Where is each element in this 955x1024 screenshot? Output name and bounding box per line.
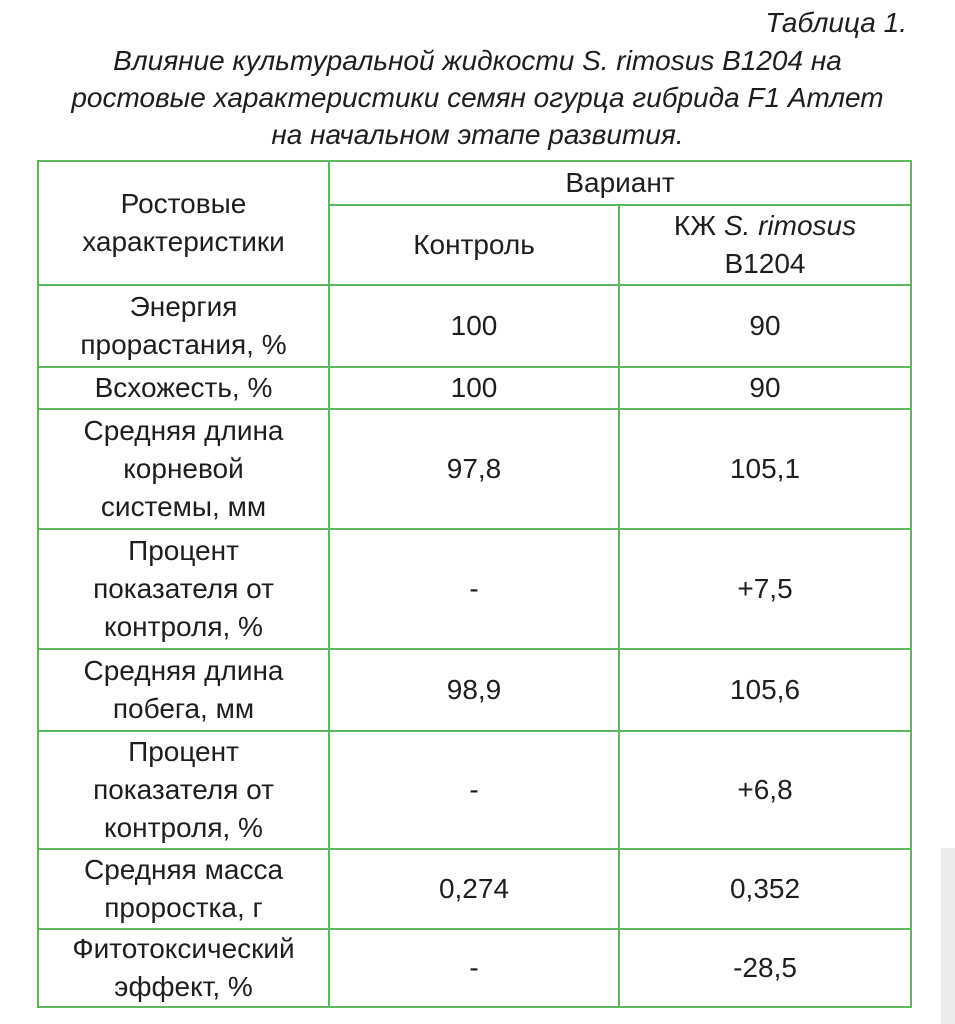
caption-line: ростовые характеристики семян огурца гибрида F1 Атлет xyxy=(71,82,884,113)
table-row xyxy=(38,849,911,929)
row-label xyxy=(38,529,329,649)
cell-treatment: 90 xyxy=(619,285,911,367)
row-label xyxy=(38,367,329,409)
page-edge-strip xyxy=(941,848,955,1024)
table-label: Таблица 1. xyxy=(765,7,907,38)
table-row xyxy=(38,367,911,409)
table-row xyxy=(38,649,911,731)
header-treatment-prefix: КЖ xyxy=(673,210,724,241)
row-label xyxy=(38,285,329,367)
cell-control: 97,8 xyxy=(329,409,619,529)
header-characteristics-line: Ростовые xyxy=(120,188,247,219)
row-label-line: Всхожесть, % xyxy=(94,372,273,403)
cell-treatment: 90 xyxy=(619,367,911,409)
table-row xyxy=(38,529,911,649)
data-table xyxy=(37,160,912,1008)
cell-control: 100 xyxy=(329,285,619,367)
cell-control: - xyxy=(329,731,619,849)
table-body xyxy=(38,285,911,1007)
row-label xyxy=(38,849,329,929)
table-row xyxy=(38,285,911,367)
header-treatment xyxy=(619,205,911,285)
cell-treatment: 105,6 xyxy=(619,649,911,731)
header-control: Контроль xyxy=(329,205,619,285)
caption-line: Влияние культуральной жидкости S. rimosus B1204 на xyxy=(113,45,842,76)
row-label-line: Процент xyxy=(128,535,239,566)
cell-treatment: 0,352 xyxy=(619,849,911,929)
table-row xyxy=(38,929,911,1007)
cell-treatment: 105,1 xyxy=(619,409,911,529)
row-label-line: Средняя длина xyxy=(83,655,284,686)
cell-control: - xyxy=(329,529,619,649)
row-label-line: контроля, % xyxy=(104,611,263,642)
table-row xyxy=(38,731,911,849)
header-treatment-strain: B1204 xyxy=(724,248,806,279)
row-label xyxy=(38,409,329,529)
cell-treatment: +7,5 xyxy=(619,529,911,649)
row-label-line: Средняя масса xyxy=(83,854,284,885)
row-label-line: Средняя длина xyxy=(83,415,284,446)
row-label xyxy=(38,649,329,731)
cell-control: 0,274 xyxy=(329,849,619,929)
table-row xyxy=(38,409,911,529)
row-label-line: показателя от xyxy=(93,573,274,604)
row-label xyxy=(38,731,329,849)
row-label-line: побега, мм xyxy=(112,693,255,724)
header-characteristics-line: характеристики xyxy=(82,226,285,257)
row-label-line: Фитотоксический xyxy=(72,933,295,964)
cell-control: - xyxy=(329,929,619,1007)
cell-control: 98,9 xyxy=(329,649,619,731)
row-label-line: корневой xyxy=(123,453,244,484)
header-treatment-species: S. rimosus xyxy=(723,210,857,241)
row-label-line: эффект, % xyxy=(114,971,253,1002)
row-label-line: показателя от xyxy=(93,774,274,805)
header-treatment-line xyxy=(626,207,904,245)
table-caption xyxy=(20,42,935,153)
row-label-line: проростка, г xyxy=(104,892,263,923)
row-label xyxy=(38,929,329,1007)
caption-line: на начальном этапе развития. xyxy=(271,119,684,150)
cell-treatment: +6,8 xyxy=(619,731,911,849)
row-label-line: Энергия xyxy=(129,291,238,322)
cell-treatment: -28,5 xyxy=(619,929,911,1007)
row-label-line: Процент xyxy=(128,736,239,767)
row-label-line: прорастания, % xyxy=(80,329,287,360)
cell-control: 100 xyxy=(329,367,619,409)
header-variant: Вариант xyxy=(329,161,911,205)
header-characteristics xyxy=(38,161,329,285)
row-label-line: контроля, % xyxy=(104,812,263,843)
row-label-line: системы, мм xyxy=(100,491,267,522)
